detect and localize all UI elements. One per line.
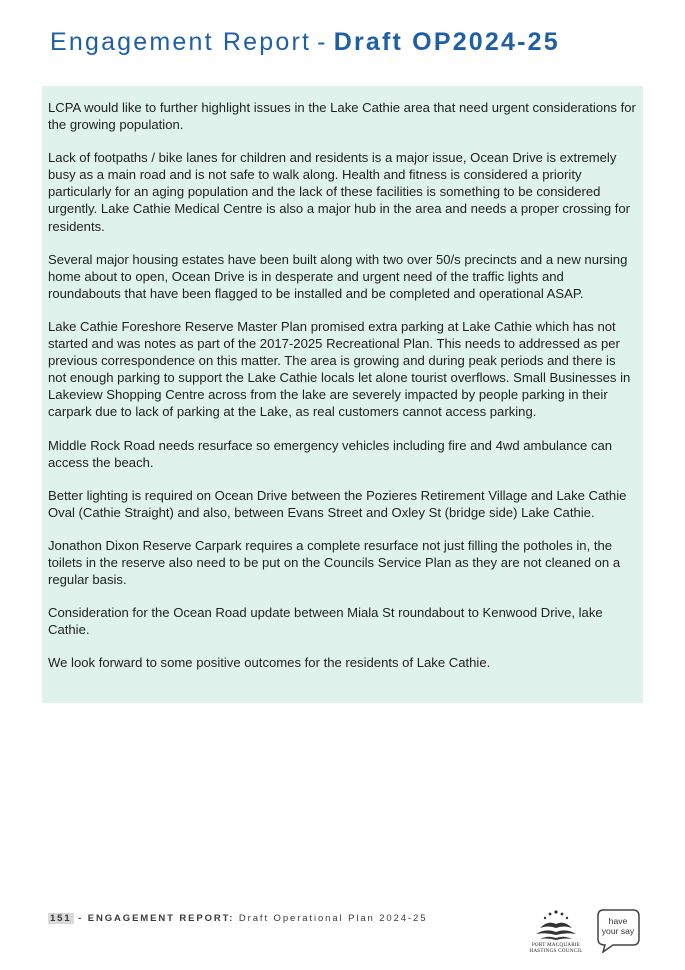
submission-panel [42,86,643,703]
page-footer [48,913,427,924]
footer-dash: - [78,913,84,924]
paragraph: We look forward to some positive outcomes for the residents of Lake Cathie. [48,655,491,671]
page-title [50,28,560,56]
paragraph: LCPA would like to further highlight issues in the Lake Cathie area that need urgent considerations for the growing population. [48,100,636,133]
council-emblem-icon [526,908,586,942]
have-your-say-line1: have [608,916,628,926]
paragraph: Several major housing estates have been built along with two over 50/s precincts and a new nursing home about to open, Ocean Drive is in desperate and urgent need of the traffic lights and roundabouts that have been flagged to be installed and be completed and operational ASAP. [48,251,628,301]
council-name-line1: PORT MACQUARIE [531,942,581,948]
page-number: 151 [50,913,72,924]
title-light: Engagement Report [50,28,312,56]
footer-label: ENGAGEMENT REPORT: [87,913,235,924]
paragraph: Lack of footpaths / bike lanes for children and residents is a major issue, Ocean Drive is extremely busy as a main road and is not safe to walk along. Health and fitness is considered a priority particularly for an aging population and the lack of these facilities is something to be considered urgently. Lake Cathie Medical Centre is also a major hub in the area and needs a proper crossing for residents. [48,150,631,234]
paragraph: Middle Rock Road needs resurface so emergency vehicles including fire and 4wd ambulance can access the beach. [48,437,613,470]
have-your-say-line2: your say [601,926,635,936]
paragraph: Lake Cathie Foreshore Reserve Master Plan promised extra parking at Lake Cathie which has not started and was notes as part of the 2017-2025 Recreational Plan. This needs to addressed as per previous correspondence on this matter. The area is growing and during peak periods and there is not enough parking to support the Lake Cathie locals let alone tourist overflows. Small Businesses in Lakeview Shopping Centre across from the lake are severely impacted by people parking in their carpark due to lack of parking at the Lake, as real customers cannot access parking. [48,318,631,420]
title-bold: Draft OP2024-25 [333,28,560,56]
footer-subtitle: Draft Operational Plan 2024-25 [238,913,428,924]
page-header [50,28,560,57]
paragraph: Consideration for the Ocean Road update between Miala St roundabout to Kenwood Drive, lake Cathie. [48,605,603,638]
paragraph: Jonathon Dixon Reserve Carpark requires a complete resurface not just filling the potholes in, the toilets in the reserve also need to be put on the Councils Service Plan as they are not cleaned on a regular basis. [48,537,621,588]
council-name-line2: HASTINGS COUNCIL [529,948,583,954]
title-separator: - [317,28,328,56]
council-logo [526,908,586,960]
paragraph: Better lighting is required on Ocean Drive between the Pozieres Retirement Village and Lake Cathie Oval (Cathie Straight) and also, between Evans Street and Oxley St (bridge side) Lake Cathie. [48,487,627,520]
have-your-say-logo [597,909,642,953]
